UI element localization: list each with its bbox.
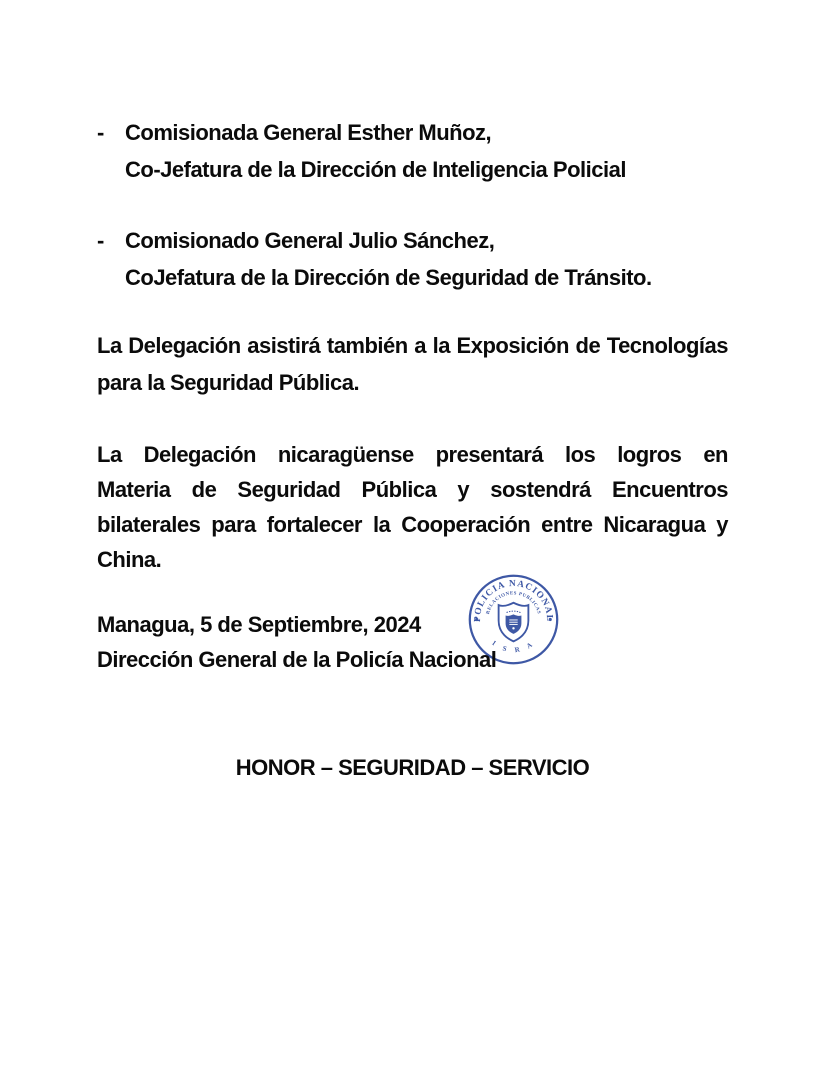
text-line: China.: [97, 547, 162, 572]
document-body: [97, 0, 728, 1068]
text-line: bilaterales para fortalecer la Cooperación entre Nicaragua y: [97, 512, 728, 537]
motto: HONOR – SEGURIDAD – SERVICIO: [235, 755, 590, 780]
text-line: Comisionado General Julio Sánchez,: [125, 228, 495, 253]
paragraph-2: [97, 437, 728, 577]
text-line: La Delegación nicaragüense presentará los logros en: [97, 442, 728, 467]
dateline: Managua, 5 de Septiembre, 2024: [97, 612, 421, 637]
text-line: La Delegación asistirá también a la Exposición de Tecnologías: [97, 333, 728, 358]
text-line: para la Seguridad Pública.: [97, 370, 360, 395]
bullet-item-2: [97, 222, 728, 296]
text-line: Materia de Seguridad Pública y sostendrá Encuentros: [97, 477, 728, 502]
bullet-dash: -: [97, 228, 104, 253]
bullet-dash: -: [97, 120, 104, 145]
text-line: Co-Jefatura de la Dirección de Inteligencia Policial: [125, 157, 626, 182]
seal-bottom-arc-text: 1 S R A: [490, 638, 537, 655]
closing-block: [97, 607, 728, 677]
seal-top-arc-text: POLICIA NACIONAL: [472, 578, 555, 623]
seal-inner-arc-text: RELACIONES PUBLICAS: [485, 591, 542, 615]
text-line: CoJefatura de la Dirección de Seguridad de Tránsito.: [125, 265, 652, 290]
signature-line: Dirección General de la Policía Nacional: [97, 647, 497, 672]
bullet-item-1: [97, 114, 728, 188]
paragraph-1: [97, 327, 728, 401]
text-line: Comisionada General Esther Muñoz,: [125, 120, 492, 145]
